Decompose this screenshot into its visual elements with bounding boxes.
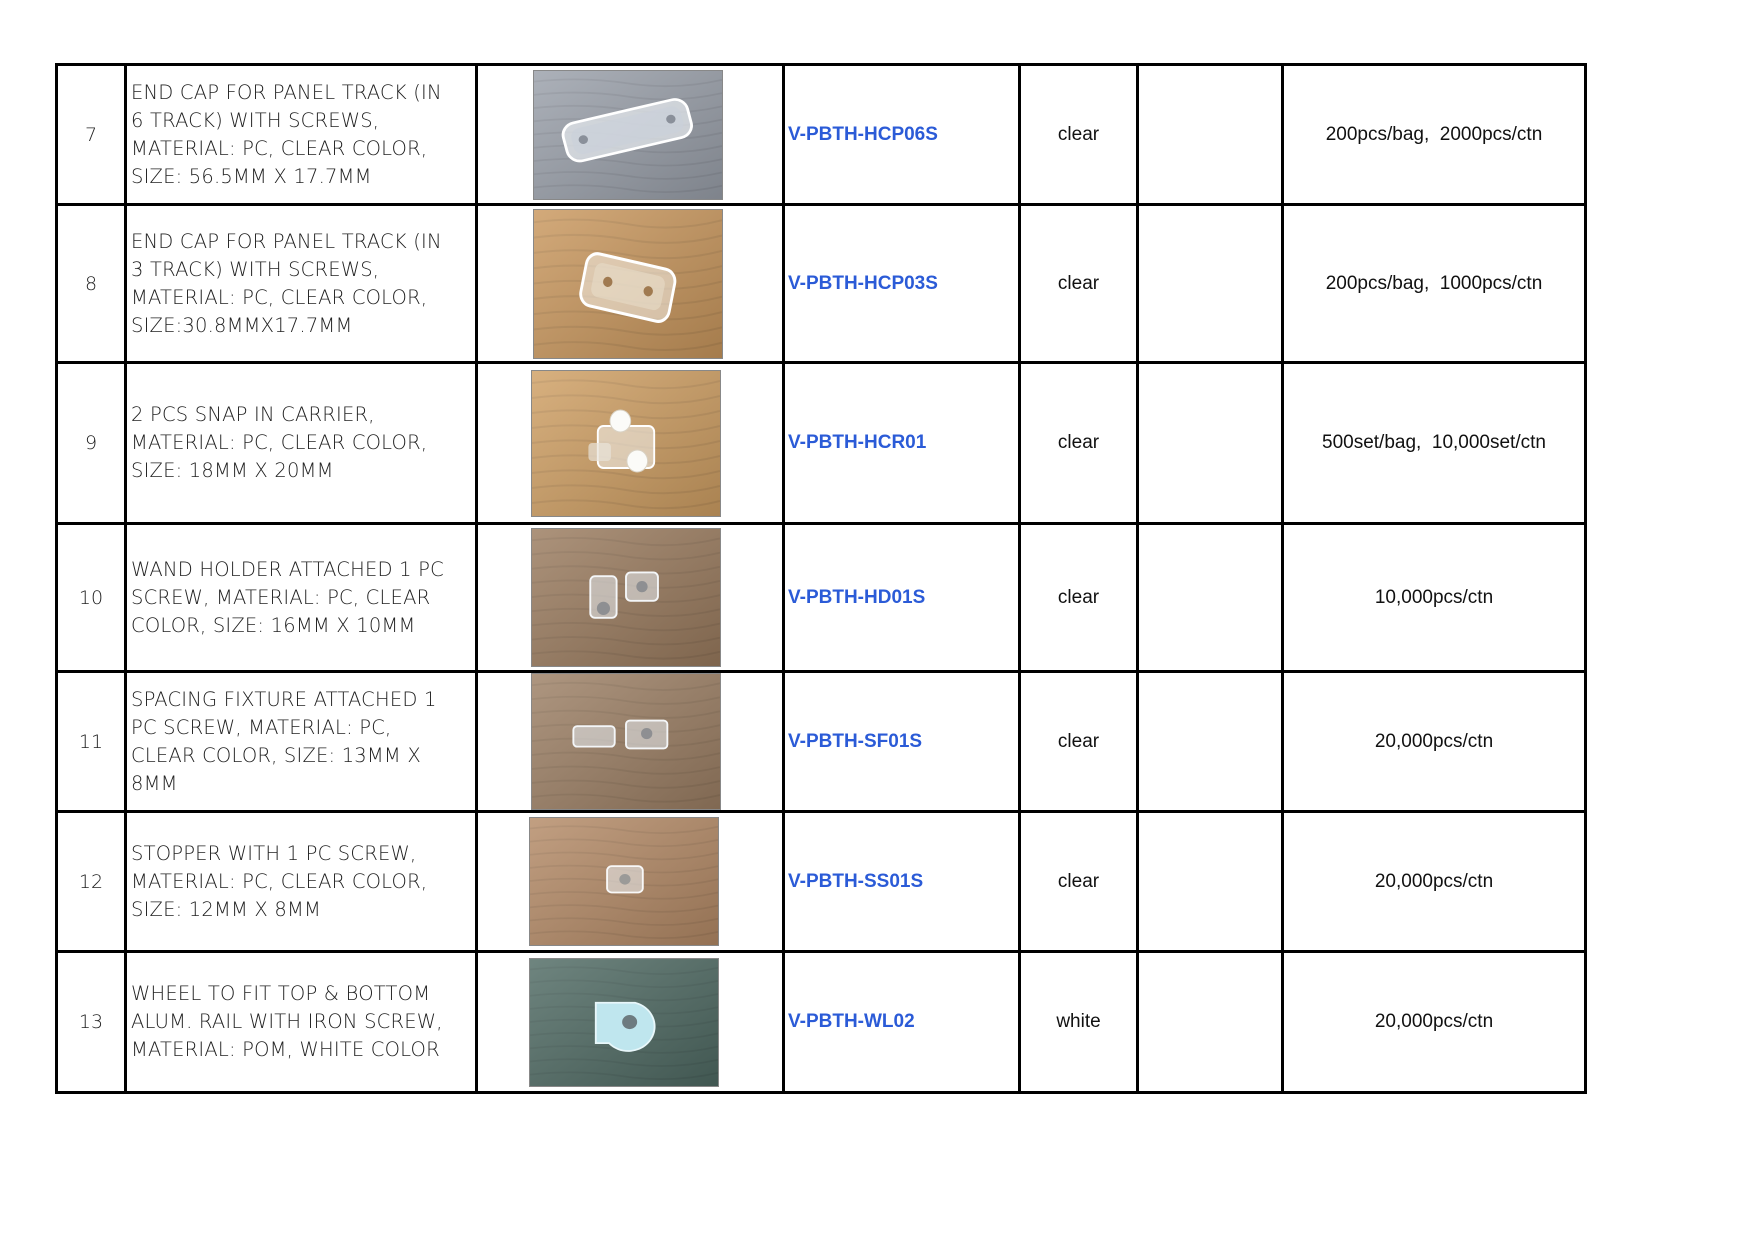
description-line: SIZE: 12MM X 8MM — [131, 897, 322, 921]
description-line: MATERIAL: PC, CLEAR COLOR, — [131, 869, 428, 893]
item-packing: 10,000pcs/ctn — [1283, 524, 1586, 672]
item-color: clear — [1020, 65, 1138, 205]
description-line: MATERIAL: PC, CLEAR COLOR, — [131, 136, 428, 160]
item-packing: 200pcs/bag, 2000pcs/ctn — [1283, 65, 1586, 205]
table-row — [57, 952, 1586, 1093]
product-rows — [57, 65, 1586, 1093]
item-code: V-PBTH-HCP03S — [784, 205, 1020, 363]
item-photo-cell — [477, 952, 784, 1093]
item-description — [126, 812, 477, 952]
item-code: V-PBTH-SS01S — [784, 812, 1020, 952]
item-photo-cell — [477, 672, 784, 812]
item-photo-cell — [477, 812, 784, 952]
table-row — [57, 65, 1586, 205]
item-code: V-PBTH-HCR01 — [784, 363, 1020, 524]
description-line: STOPPER WITH 1 PC SCREW, — [131, 841, 417, 865]
item-color: clear — [1020, 524, 1138, 672]
blank-cell — [1138, 952, 1283, 1093]
item-number: 12 — [57, 812, 126, 952]
blank-cell — [1138, 363, 1283, 524]
description-line: SPACING FIXTURE ATTACHED 1 — [131, 687, 437, 711]
blank-cell — [1138, 65, 1283, 205]
item-description — [126, 205, 477, 363]
description-line: WAND HOLDER ATTACHED 1 PC — [131, 557, 444, 581]
item-photo-cell — [477, 363, 784, 524]
description-line: ALUM. RAIL WITH IRON SCREW, — [131, 1010, 443, 1033]
item-color: clear — [1020, 672, 1138, 812]
description-line: 8MM — [131, 771, 178, 795]
item-number: 7 — [57, 65, 126, 205]
description-line: CLEAR COLOR, SIZE: 13MM X — [131, 743, 421, 767]
item-photo-cell — [477, 65, 784, 205]
item-packing: 20,000pcs/ctn — [1283, 952, 1586, 1093]
description-line: SCREW, MATERIAL: PC, CLEAR — [131, 585, 431, 609]
description-line: END CAP FOR PANEL TRACK (IN — [131, 229, 442, 253]
description-line: MATERIAL: POM, WHITE COLOR — [131, 1038, 440, 1061]
spacing-fixture-photo — [531, 673, 721, 810]
item-color: clear — [1020, 812, 1138, 952]
table-row — [57, 524, 1586, 672]
item-color: white — [1020, 952, 1138, 1093]
blank-cell — [1138, 672, 1283, 812]
product-table — [55, 63, 1587, 1094]
item-description — [126, 952, 477, 1093]
blank-cell — [1138, 812, 1283, 952]
description-line: 2 PCS SNAP IN CARRIER, — [131, 403, 375, 426]
item-packing: 200pcs/bag, 1000pcs/ctn — [1283, 205, 1586, 363]
item-code: V-PBTH-HCP06S — [784, 65, 1020, 205]
stopper-photo — [529, 817, 719, 946]
item-packing: 500set/bag, 10,000set/ctn — [1283, 363, 1586, 524]
blank-cell — [1138, 524, 1283, 672]
description-line: 6 TRACK) WITH SCREWS, — [131, 108, 380, 132]
item-code: V-PBTH-WL02 — [784, 952, 1020, 1093]
item-packing: 20,000pcs/ctn — [1283, 812, 1586, 952]
item-photo-cell — [477, 524, 784, 672]
description-line: PC SCREW, MATERIAL: PC, — [131, 715, 392, 739]
end-cap-6-track-photo — [533, 70, 723, 200]
snap-in-carrier-photo — [531, 370, 721, 517]
blank-cell — [1138, 205, 1283, 363]
table-row — [57, 205, 1586, 363]
table-row — [57, 812, 1586, 952]
item-number: 9 — [57, 363, 126, 524]
item-number: 10 — [57, 524, 126, 672]
wand-holder-photo — [531, 528, 721, 667]
end-cap-3-track-photo — [533, 209, 723, 359]
description-line: END CAP FOR PANEL TRACK (IN — [131, 80, 442, 104]
item-description — [126, 672, 477, 812]
item-description — [126, 524, 477, 672]
description-line: MATERIAL: PC, CLEAR COLOR, — [131, 431, 428, 454]
item-number: 13 — [57, 952, 126, 1093]
item-number: 11 — [57, 672, 126, 812]
item-number: 8 — [57, 205, 126, 363]
item-photo-cell — [477, 205, 784, 363]
item-code: V-PBTH-SF01S — [784, 672, 1020, 812]
table-row — [57, 672, 1586, 812]
description-line: SIZE:30.8MMX17.7MM — [131, 313, 353, 337]
item-color: clear — [1020, 205, 1138, 363]
item-description — [126, 363, 477, 524]
item-packing: 20,000pcs/ctn — [1283, 672, 1586, 812]
description-line: SIZE: 56.5MM X 17.7MM — [131, 164, 372, 188]
wheel-photo — [529, 958, 719, 1087]
item-description — [126, 65, 477, 205]
description-line: MATERIAL: PC, CLEAR COLOR, — [131, 285, 428, 309]
item-code: V-PBTH-HD01S — [784, 524, 1020, 672]
table-row — [57, 363, 1586, 524]
description-line: SIZE: 18MM X 20MM — [131, 459, 334, 482]
description-line: 3 TRACK) WITH SCREWS, — [131, 257, 380, 281]
description-line: COLOR, SIZE: 16MM X 10MM — [131, 613, 416, 637]
description-line: WHEEL TO FIT TOP & BOTTOM — [131, 982, 431, 1005]
item-color: clear — [1020, 363, 1138, 524]
